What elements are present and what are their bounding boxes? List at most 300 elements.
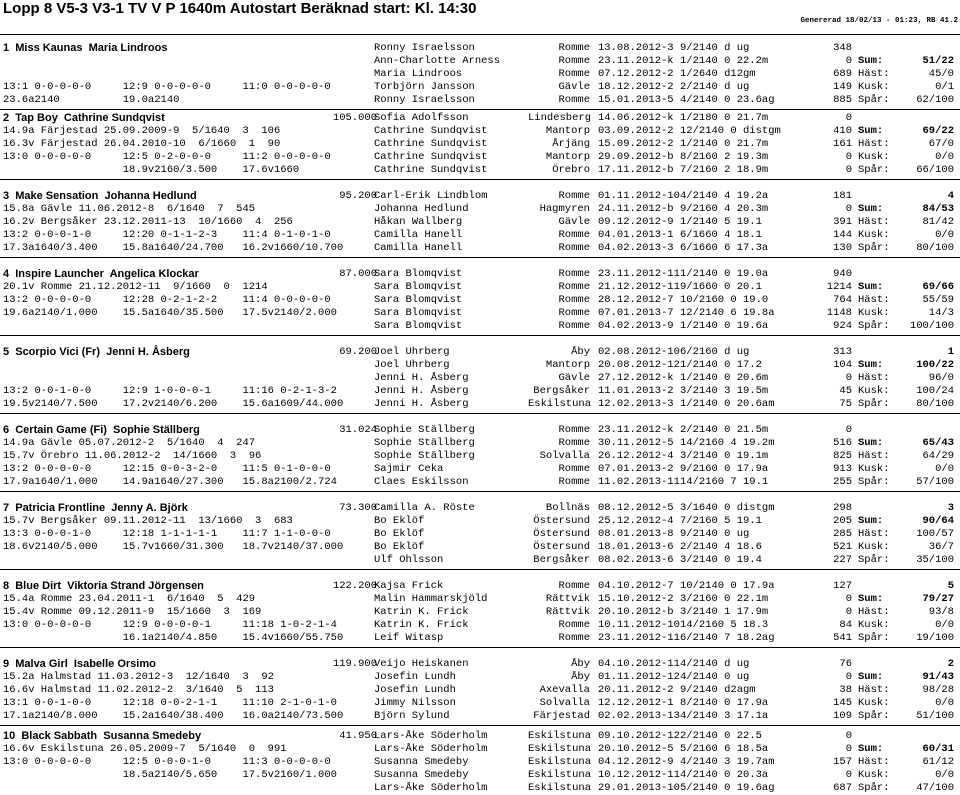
start-track: Eskilstuna <box>528 755 592 768</box>
stat-label: Sum: <box>858 436 884 449</box>
start-date: 04.10.2012-11 <box>598 658 680 670</box>
stat-value: 57/100 <box>916 475 954 488</box>
start-track: Eskilstuna <box>528 730 592 742</box>
start-prize: 348 <box>833 42 852 54</box>
horse-3-row <box>0 242 960 255</box>
start-track: Rättvik <box>545 592 590 605</box>
stat-value: 47/100 <box>916 781 954 794</box>
horse-history-line: 16.1a2140/4.850 15.4v1660/55.750 <box>3 631 344 644</box>
start-prize: 0 <box>845 112 852 124</box>
stat-value: 100/100 <box>909 319 954 332</box>
start-prize: 516 <box>833 436 852 449</box>
start-prize: 521 <box>833 540 852 553</box>
start-result: 1/2140 0 22.2m <box>680 54 769 67</box>
start-date: 08.01.2013-8 <box>598 527 674 540</box>
start-result: 7/2160 5 19.1 <box>680 514 762 527</box>
stat-label: Sum: <box>858 592 884 605</box>
stat-label: Häst: <box>858 215 890 228</box>
stat-value: 93/8 <box>928 605 954 618</box>
stat-label: Kusk: <box>858 150 890 163</box>
horse-4-row <box>0 268 960 281</box>
start-driver: Cathrine Sundqvist <box>374 163 488 176</box>
start-track: Östersund <box>533 540 590 553</box>
horse-name: 3 Make Sensation Johanna Hedlund <box>3 190 197 202</box>
start-result: 9/2140 d2agm <box>680 683 756 696</box>
horse-4-row <box>0 281 960 294</box>
start-track: Romme <box>558 306 590 319</box>
start-driver: Sara Blomqvist <box>374 319 463 332</box>
start-driver: Ronny Israelsson <box>374 93 475 106</box>
start-date: 04.02.2013-9 <box>598 319 674 332</box>
start-date: 11.01.2013-2 <box>598 384 674 397</box>
start-date: 18.01.2013-6 <box>598 540 674 553</box>
horse-6-row <box>0 476 960 489</box>
start-result: 3/2140 0 19.1m <box>680 449 769 462</box>
stat-label: Häst: <box>858 371 890 384</box>
start-track: Romme <box>558 228 590 241</box>
horse-history-line: 13:0 0-0-0-0-0 12:5 0-2-0-0-0 11:2 0-0-0-0-0 <box>3 150 331 163</box>
start-result: 1/2640 d12gm <box>680 67 756 80</box>
start-result: 1/2140 0 20.6m <box>680 371 769 384</box>
horse-history-line: 14.9a Färjestad 25.09.2009-9 5/1640 3 106 <box>3 124 281 137</box>
stat-label: Häst: <box>858 137 890 150</box>
horse-6-row <box>0 424 960 437</box>
start-prize: 0 <box>845 163 852 176</box>
horse-history-line: 16.6v Halmstad 11.02.2012-2 3/1640 5 113 <box>3 683 274 696</box>
start-driver: Sophie Ställberg <box>374 424 475 436</box>
start-result: 1/2140 0 19.0a <box>680 268 769 280</box>
start-driver: Kajsa Frick <box>374 580 444 592</box>
start-prize: 0 <box>845 730 852 742</box>
start-prize: 157 <box>833 755 852 768</box>
stat-label: Sum: <box>858 742 884 755</box>
start-result: 14/2160 5 18.3 <box>680 618 769 631</box>
horse-5-row <box>0 372 960 385</box>
horse-history-line: 15.8a Gävle 11.06.2012-8 6/1640 7 545 <box>3 202 256 215</box>
start-date: 20.08.2012-12 <box>598 358 680 371</box>
stat-value: 81/42 <box>922 215 954 228</box>
horse-odds-number: 69.200 <box>339 346 377 358</box>
horse-7-row <box>0 554 960 567</box>
horse-history-line: 15.7v Örebro 11.06.2012-2 14/1660 3 96 <box>3 449 262 462</box>
start-result: 3/2140 0 19.4 <box>680 553 762 566</box>
stat-value: 91/43 <box>922 670 954 683</box>
horse-divider <box>0 569 960 570</box>
start-driver: Joel Uhrberg <box>374 358 450 371</box>
start-prize: 689 <box>833 67 852 80</box>
stat-value: 84/53 <box>922 202 954 215</box>
start-result: 6/1660 6 17.3a <box>680 241 769 254</box>
start-date: 09.10.2012-12 <box>598 730 680 742</box>
start-track: Eskilstuna <box>528 768 592 781</box>
start-driver: Bo Eklöf <box>374 527 425 540</box>
start-result: 8/2140 0 17.9a <box>680 696 769 709</box>
horse-history-line: 18.6v2140/5.000 15.7v1660/31.300 18.7v2140/37.000 <box>3 540 344 553</box>
header-divider <box>0 34 960 35</box>
stat-label: Kusk: <box>858 540 890 553</box>
horse-history-line: 15.4a Romme 23.04.2011-1 6/1640 5 429 <box>3 592 256 605</box>
horse-divider <box>0 109 960 110</box>
start-driver: Leif Witasp <box>374 631 444 644</box>
start-track: Mantorp <box>545 358 590 371</box>
stat-label: Sum: <box>858 358 884 371</box>
horse-history-line: 23.6a2140 19.0a2140 <box>3 93 180 106</box>
start-track: Örebro <box>552 163 590 176</box>
start-prize: 0 <box>845 742 852 755</box>
start-result: 1/2140 0 20.6am <box>680 397 775 410</box>
horse-rank: 1 <box>947 346 954 358</box>
horse-history-line: 18.9v2160/3.500 17.6v1660 <box>3 163 300 176</box>
horse-3-row <box>0 203 960 216</box>
start-result: 2/2140 0 22.5 <box>680 730 762 742</box>
start-date: 04.12.2012-9 <box>598 755 674 768</box>
start-date: 17.11.2012-b <box>598 163 674 176</box>
stat-value: 0/0 <box>935 768 954 781</box>
horse-7-row <box>0 515 960 528</box>
start-track: Eskilstuna <box>528 397 592 410</box>
start-date: 07.01.2013-2 <box>598 462 674 475</box>
start-date: 12.02.2013-3 <box>598 397 674 410</box>
start-result: 4/2140 3 17.1a <box>680 709 769 722</box>
stat-value: 55/59 <box>922 293 954 306</box>
start-result: 4/2140 d ug <box>680 658 750 670</box>
stat-value: 14/3 <box>928 306 954 319</box>
start-driver: Sara Blomqvist <box>374 293 463 306</box>
start-track: Romme <box>558 293 590 306</box>
start-result: 4/2140 3 19.7am <box>680 755 775 768</box>
start-driver: Camilla Hanell <box>374 241 463 254</box>
start-track: Axevalla <box>539 683 590 696</box>
start-driver: Johanna Hedlund <box>374 202 469 215</box>
start-track: Romme <box>558 67 590 80</box>
start-result: 5/2140 0 19.6ag <box>680 781 775 794</box>
start-track: Romme <box>558 54 590 67</box>
start-driver: Jenni H. Åsberg <box>374 384 469 397</box>
horse-3-row <box>0 216 960 229</box>
start-result: 4/2140 0 ug <box>680 670 750 683</box>
horse-history-line: 13:2 0-0-0-0-0 12:15 0-0-3-2-0 11:5 0-1-0-0-0 <box>3 462 331 475</box>
stat-label: Spår: <box>858 709 890 722</box>
start-driver: Jenni H. Åsberg <box>374 371 469 384</box>
horse-name: 1 Miss Kaunas Maria Lindroos <box>3 42 168 54</box>
stat-value: 66/100 <box>916 163 954 176</box>
start-track: Årjäng <box>552 137 590 150</box>
start-track: Hagmyren <box>539 202 590 215</box>
start-date: 15.10.2012-2 <box>598 592 674 605</box>
stat-label: Kusk: <box>858 618 890 631</box>
start-driver: Jimmy Nilsson <box>374 696 456 709</box>
start-prize: 825 <box>833 449 852 462</box>
start-date: 15.09.2012-2 <box>598 137 674 150</box>
horse-9-row <box>0 697 960 710</box>
start-date: 07.01.2013-7 <box>598 306 674 319</box>
horse-7-row <box>0 528 960 541</box>
start-track: Östersund <box>533 527 590 540</box>
start-result: 3/1640 0 distgm <box>680 502 775 514</box>
start-date: 08.12.2012-5 <box>598 502 674 514</box>
start-driver: Carl-Erik Lindblom <box>374 190 488 202</box>
horse-history-line: 16.2v Bergsåker 23.12.2011-13 10/1660 4 256 <box>3 215 293 228</box>
start-driver: Cathrine Sundqvist <box>374 150 488 163</box>
start-track: Gävle <box>558 215 590 228</box>
horse-name: 4 Inspire Launcher Angelica Klockar <box>3 268 199 280</box>
start-result: 9/2160 0 17.9a <box>680 462 769 475</box>
start-track: Mantorp <box>545 150 590 163</box>
horse-name: 8 Blue Dirt Viktoria Strand Jörgensen <box>3 580 204 592</box>
horse-5-row <box>0 398 960 411</box>
start-result: 6/2140 7 18.2ag <box>680 631 775 644</box>
horse-divider <box>0 335 960 336</box>
stat-label: Spår: <box>858 93 890 106</box>
start-prize: 0 <box>845 150 852 163</box>
start-driver: Björn Sylund <box>374 709 450 722</box>
start-track: Romme <box>558 42 590 54</box>
start-prize: 924 <box>833 319 852 332</box>
stat-label: Spår: <box>858 475 890 488</box>
stat-label: Häst: <box>858 683 890 696</box>
stat-value: 69/22 <box>922 124 954 137</box>
start-track: Romme <box>558 462 590 475</box>
start-result: 5/2160 6 18.5a <box>680 742 769 755</box>
stat-value: 100/22 <box>916 358 954 371</box>
stat-label: Sum: <box>858 202 884 215</box>
start-track: Romme <box>558 268 590 280</box>
start-prize: 227 <box>833 553 852 566</box>
stat-value: 0/0 <box>935 618 954 631</box>
start-date: 23.11.2012-k <box>598 424 674 436</box>
stat-value: 100/57 <box>916 527 954 540</box>
start-date: 04.10.2012-7 <box>598 580 674 592</box>
start-track: Romme <box>558 475 590 488</box>
horse-2-row <box>0 112 960 125</box>
start-prize: 144 <box>833 228 852 241</box>
start-prize: 764 <box>833 293 852 306</box>
start-driver: Bo Eklöf <box>374 540 425 553</box>
stat-label: Häst: <box>858 293 890 306</box>
horse-history-line: 17.3a1640/3.400 15.8a1640/24.700 16.2v1660/10.700 <box>3 241 344 254</box>
start-date: 10.12.2012-11 <box>598 768 680 781</box>
stat-value: 96/0 <box>928 371 954 384</box>
horse-odds-number: 73.300 <box>339 502 377 514</box>
horse-name: 10 Black Sabbath Susanna Smedeby <box>3 730 202 742</box>
horse-2-row <box>0 151 960 164</box>
start-date: 28.12.2012-7 <box>598 293 674 306</box>
horse-history-line: 13:0 0-0-0-0-0 12:5 0-0-0-1-0 11:3 0-0-0-0-0 <box>3 755 331 768</box>
start-result: 6/1660 4 18.1 <box>680 228 762 241</box>
start-date: 14.06.2012-k <box>598 112 674 124</box>
start-track: Östersund <box>533 514 590 527</box>
stat-value: 61/12 <box>922 755 954 768</box>
horse-odds-number: 105.000 <box>332 112 377 124</box>
start-date: 20.11.2012-2 <box>598 683 674 696</box>
horse-history-line: 13:2 0-0-0-0-0 12:28 0-2-1-2-2 11:4 0-0-0-0-0 <box>3 293 331 306</box>
horse-name: 9 Malva Girl Isabelle Orsimo <box>3 658 156 670</box>
horse-rank: 4 <box>947 190 954 202</box>
horse-1-row <box>0 68 960 81</box>
start-driver: Håkan Wallberg <box>374 215 463 228</box>
start-result: 12/2140 0 distgm <box>680 124 781 137</box>
start-prize: 181 <box>833 190 852 202</box>
start-driver: Cathrine Sundqvist <box>374 137 488 150</box>
stat-label: Spår: <box>858 781 890 794</box>
start-prize: 0 <box>845 670 852 683</box>
start-prize: 285 <box>833 527 852 540</box>
start-date: 12.12.2012-1 <box>598 696 674 709</box>
start-prize: 0 <box>845 424 852 436</box>
horse-6-row <box>0 463 960 476</box>
horse-divider <box>0 413 960 414</box>
start-track: Solvalla <box>539 696 590 709</box>
start-track: Romme <box>558 319 590 332</box>
horse-history-line: 18.5a2140/5.650 17.5v2160/1.000 <box>3 768 337 781</box>
horse-8-row <box>0 593 960 606</box>
start-track: Färjestad <box>533 709 590 722</box>
start-prize: 0 <box>845 768 852 781</box>
horse-7-row <box>0 502 960 515</box>
horse-odds-number: 95.200 <box>339 190 377 202</box>
start-date: 26.12.2012-4 <box>598 449 674 462</box>
stat-label: Kusk: <box>858 462 890 475</box>
horse-8-row <box>0 619 960 632</box>
stat-value: 65/43 <box>922 436 954 449</box>
start-track: Romme <box>558 618 590 631</box>
start-driver: Malin Hammarskjöld <box>374 592 488 605</box>
horse-odds-number: 31.024 <box>339 424 377 436</box>
start-result: 10/2140 0 17.9a <box>680 580 775 592</box>
start-date: 21.12.2012-11 <box>598 280 680 293</box>
start-result: 3/2140 3 19.5m <box>680 384 769 397</box>
stat-label: Spår: <box>858 319 890 332</box>
start-prize: 130 <box>833 241 852 254</box>
stat-label: Spår: <box>858 241 890 254</box>
stat-label: Kusk: <box>858 80 890 93</box>
horse-4-row <box>0 307 960 320</box>
start-prize: 1148 <box>826 306 852 319</box>
start-date: 18.12.2012-2 <box>598 80 674 93</box>
horse-history-line: 20.1v Romme 21.12.2012-11 9/1660 0 1214 <box>3 280 268 293</box>
horse-4-row <box>0 294 960 307</box>
start-track: Romme <box>558 436 590 449</box>
start-driver: Jenni H. Åsberg <box>374 397 469 410</box>
start-prize: 541 <box>833 631 852 644</box>
horse-9-row <box>0 710 960 723</box>
start-driver: Sara Blomqvist <box>374 280 463 293</box>
start-prize: 1214 <box>826 280 852 293</box>
start-track: Solvalla <box>539 449 590 462</box>
start-date: 15.01.2013-5 <box>598 93 674 106</box>
start-track: Eskilstuna <box>528 742 592 755</box>
start-result: 3/2160 0 22.1m <box>680 592 769 605</box>
horse-3-row <box>0 190 960 203</box>
start-track: Romme <box>558 93 590 106</box>
stat-label: Häst: <box>858 755 890 768</box>
start-prize: 104 <box>833 358 852 371</box>
start-prize: 687 <box>833 781 852 794</box>
stat-label: Kusk: <box>858 306 890 319</box>
horse-10-row <box>0 743 960 756</box>
start-track: Bollnäs <box>545 502 590 514</box>
start-driver: Cathrine Sundqvist <box>374 124 488 137</box>
start-date: 20.10.2012-b <box>598 605 674 618</box>
start-result: 9/2140 d ug <box>680 42 750 54</box>
start-track: Romme <box>558 190 590 202</box>
stat-value: 100/24 <box>916 384 954 397</box>
start-driver: Sophie Ställberg <box>374 449 475 462</box>
horse-2-row <box>0 138 960 151</box>
horse-1-row <box>0 55 960 68</box>
horse-history-line: 13:2 0-0-0-1-0 12:20 0-1-1-2-3 11:4 0-1-0-1-0 <box>3 228 331 241</box>
start-result: 6/2160 d ug <box>680 346 750 358</box>
start-track: Gävle <box>558 80 590 93</box>
start-track: Romme <box>558 280 590 293</box>
start-date: 07.12.2012-2 <box>598 67 674 80</box>
start-date: 20.10.2012-5 <box>598 742 674 755</box>
start-date: 30.11.2012-5 <box>598 436 674 449</box>
start-track: Bergsåker <box>533 553 590 566</box>
start-prize: 76 <box>839 658 852 670</box>
start-driver: Josefin Lundh <box>374 683 456 696</box>
horse-4-row <box>0 320 960 333</box>
start-prize: 45 <box>839 384 852 397</box>
start-track: Åby <box>571 658 590 670</box>
start-track: Bergsåker <box>533 384 590 397</box>
start-track: Åby <box>571 670 590 683</box>
start-result: 2/2140 d ug <box>680 80 750 93</box>
horse-divider <box>0 179 960 180</box>
start-driver: Sara Blomqvist <box>374 268 463 280</box>
start-date: 29.09.2012-b <box>598 150 674 163</box>
horse-history-line: 16.6v Eskilstuna 26.05.2009-7 5/1640 0 991 <box>3 742 287 755</box>
start-driver: Ulf Ohlsson <box>374 553 444 566</box>
stat-value: 36/7 <box>928 540 954 553</box>
horse-name: 2 Tap Boy Cathrine Sundqvist <box>3 112 165 124</box>
stat-label: Kusk: <box>858 696 890 709</box>
horse-rank: 3 <box>947 502 954 514</box>
horse-history-line: 15.2a Halmstad 11.03.2012-3 12/1640 3 92 <box>3 670 274 683</box>
horse-8-row <box>0 606 960 619</box>
start-driver: Sofia Adolfsson <box>374 112 469 124</box>
start-driver: Claes Eskilsson <box>374 475 469 488</box>
stat-label: Spår: <box>858 397 890 410</box>
stat-value: 0/0 <box>935 150 954 163</box>
start-prize: 885 <box>833 93 852 106</box>
start-date: 27.12.2012-k <box>598 371 674 384</box>
start-track: Rättvik <box>545 605 590 618</box>
stat-value: 79/27 <box>922 592 954 605</box>
start-driver: Veijo Heiskanen <box>374 658 469 670</box>
horse-1-row <box>0 81 960 94</box>
start-prize: 75 <box>839 397 852 410</box>
stat-label: Sum: <box>858 280 884 293</box>
start-date: 04.02.2013-3 <box>598 241 674 254</box>
horse-odds-number: 41.950 <box>339 730 377 742</box>
horse-history-line: 15.4v Romme 09.12.2011-9 15/1660 3 169 <box>3 605 262 618</box>
start-prize: 149 <box>833 80 852 93</box>
horse-divider <box>0 647 960 648</box>
horse-9-row <box>0 658 960 671</box>
horse-history-line: 13:1 0-0-1-0-0 12:18 0-0-2-1-1 11:10 2-1-0-1-0 <box>3 696 337 709</box>
start-result: 4/2140 4 19.2a <box>680 190 769 202</box>
stat-value: 69/66 <box>922 280 954 293</box>
stat-value: 51/100 <box>916 709 954 722</box>
start-driver: Susanna Smedeby <box>374 768 469 781</box>
start-date: 23.11.2012-k <box>598 54 674 67</box>
start-result: 14/2160 7 19.1 <box>680 475 769 488</box>
horse-5-row <box>0 346 960 359</box>
stat-label: Häst: <box>858 67 890 80</box>
start-driver: Camilla A. Röste <box>374 502 475 514</box>
start-date: 01.11.2012-10 <box>598 190 680 202</box>
